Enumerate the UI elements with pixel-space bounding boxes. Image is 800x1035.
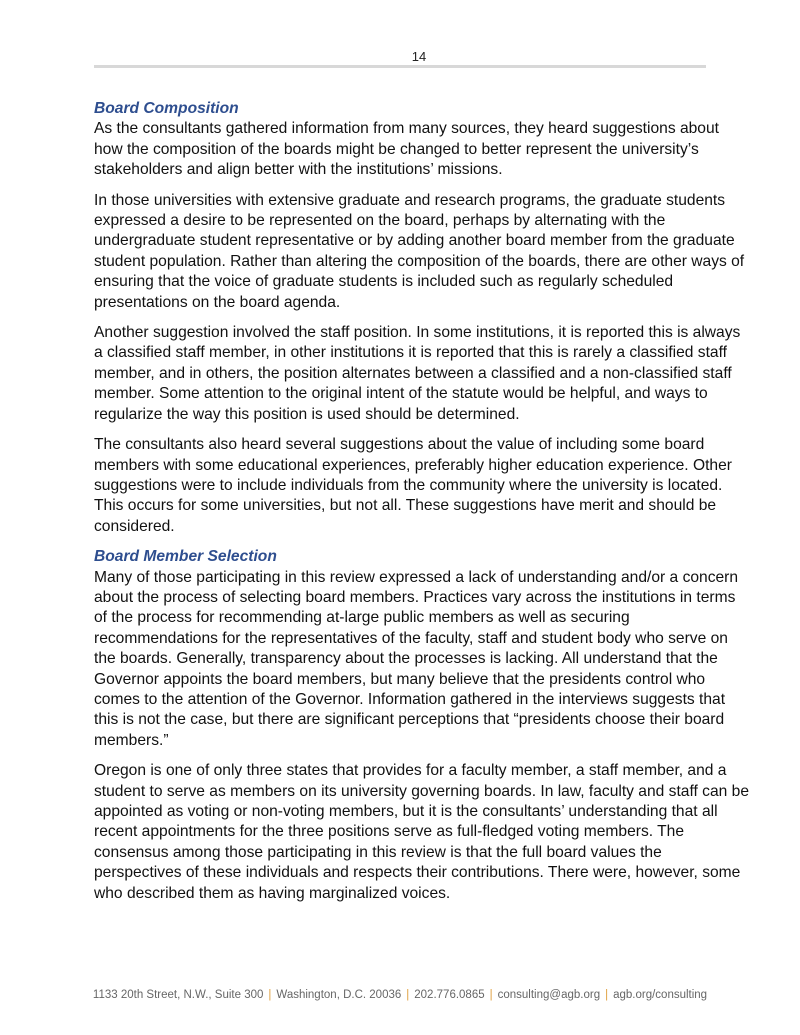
section-board-composition bbox=[94, 99, 750, 537]
footer-phone: 202.776.0865 bbox=[414, 989, 485, 1001]
footer-separator: | bbox=[406, 989, 410, 1001]
paragraph: The consultants also heard several suggestions about the value of including some board members with some educational experiences, preferably higher education experience. Other suggestions were to include individuals from the community where the university is located. This occurs for some universities, but not all. These suggestions have merit and should be considered. bbox=[94, 436, 732, 535]
paragraph: Another suggestion involved the staff position. In some institutions, it is reported this is always a classified staff member, in other institutions it is reported that this is rarely a classified staff member, and in others, the position alternates between a classified and a non-classified staff member. Some attention to the original intent of the statute would be helpful, and ways to regularize the way this position is used should be determined. bbox=[94, 324, 741, 423]
footer-address: 1133 20th Street, N.W., Suite 300 bbox=[92, 989, 264, 1001]
footer-city: Washington, D.C. 20036 bbox=[276, 989, 402, 1001]
section-heading: Board Composition bbox=[94, 100, 239, 117]
page-footer bbox=[0, 989, 800, 1001]
footer-web: agb.org/consulting bbox=[613, 989, 708, 1001]
paragraph: Many of those participating in this review expressed a lack of understanding and/or a concern about the process of selecting board members. Practices vary across the institutions in terms of the process for recommending at-large public members as well as securing recommendations for the representatives of the faculty, staff and student body who serve on the boards. Generally, transparency about the processes is lacking. All understand that the Governor appoints the board members, but many believe that the presidents control who comes to the attention of the Governor. Information gathered in the interviews suggests that this is not the case, but there are significant perceptions that “presidents choose their board members.” bbox=[94, 568, 739, 749]
footer-separator: | bbox=[489, 989, 493, 1001]
footer-separator: | bbox=[268, 989, 272, 1001]
paragraph: As the consultants gathered information from many sources, they heard suggestions about how the composition of the boards might be changed to better represent the university’s stakeholders and align better with the institutions’ missions. bbox=[94, 120, 719, 179]
paragraph: Oregon is one of only three states that provides for a faculty member, a staff member, and a student to serve as members on its university governing boards. In law, faculty and staff can be appointed as voting or non-voting members, but it is the consultants’ understanding that all recent appointments for the three positions serve as full-fledged voting members. The consensus among those participating in this review is that the full board values the perspectives of these individuals and respects their contributions. There were, however, some who described them as having marginalized voices. bbox=[94, 762, 749, 902]
footer-separator: | bbox=[605, 989, 609, 1001]
section-heading: Board Member Selection bbox=[94, 548, 277, 566]
header-rule bbox=[94, 65, 706, 68]
document-body bbox=[94, 99, 750, 914]
paragraph: In those universities with extensive graduate and research programs, the graduate students expressed a desire to be represented on the board, perhaps by alternating with the undergraduate student representative or by adding another board member from the graduate student population. Rather than altering the composition of the boards, there are other ways of ensuring that the voice of graduate students is included such as regularly scheduled presentations on the board agenda. bbox=[94, 191, 745, 311]
section-board-member-selection bbox=[94, 547, 750, 904]
page-number: 14 bbox=[411, 49, 427, 64]
footer-email: consulting@agb.org bbox=[497, 989, 601, 1001]
